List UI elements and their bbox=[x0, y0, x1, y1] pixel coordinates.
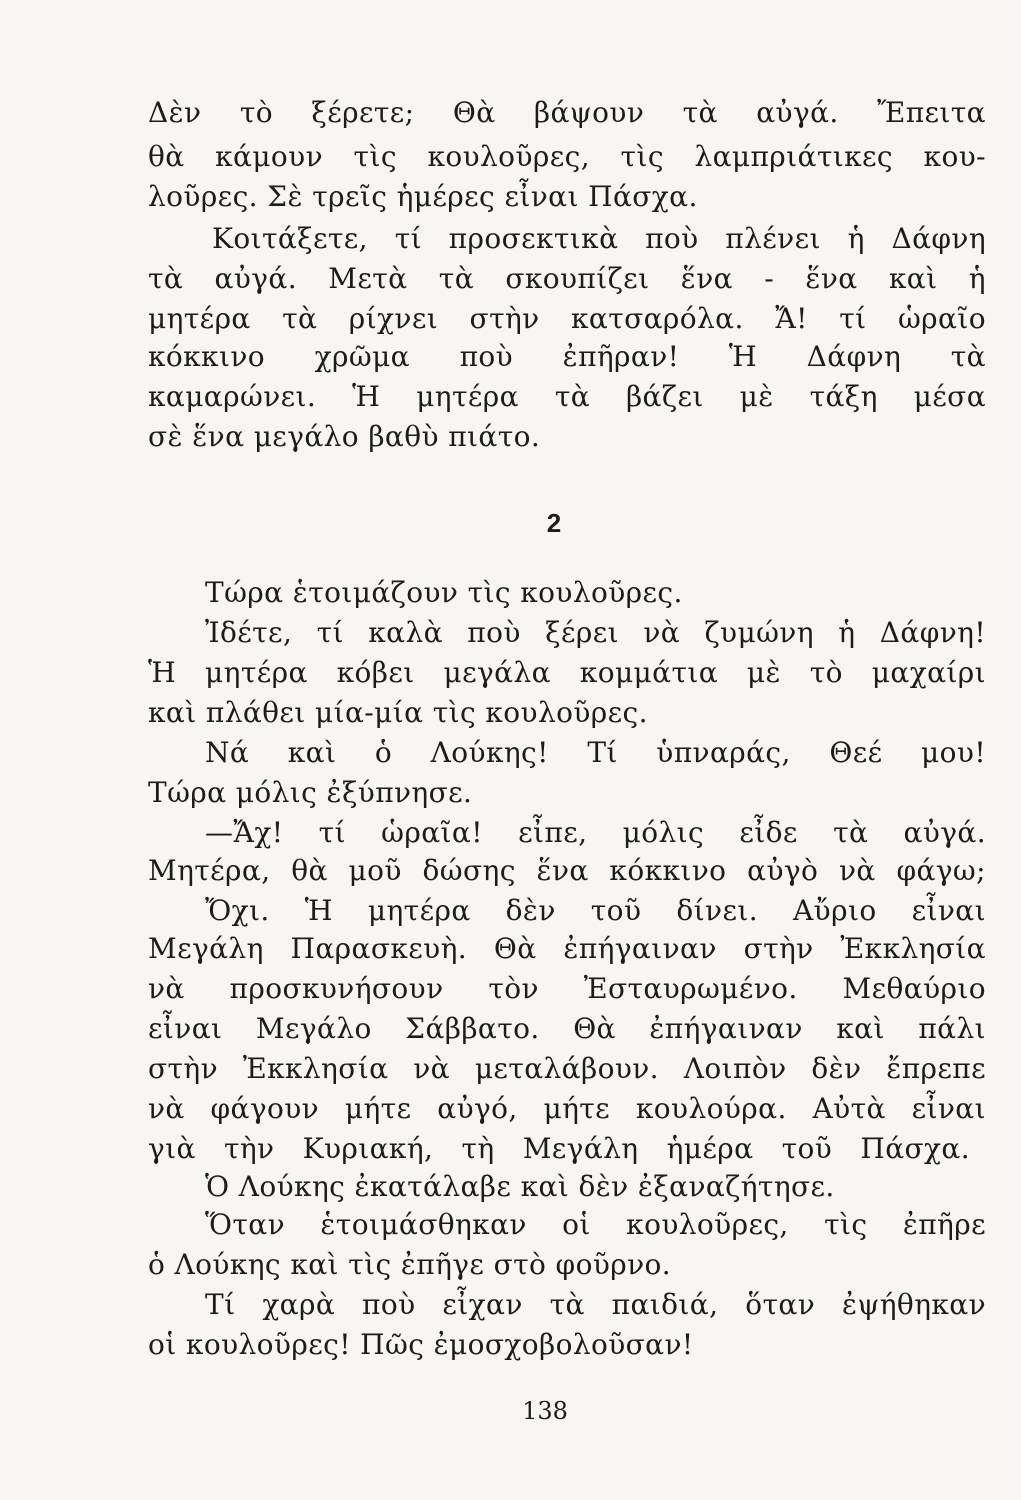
text-line: νὰ φάγουν μήτε αὐγό, μήτε κουλούρα. Αὐτὰ εἶναι bbox=[148, 1092, 986, 1125]
text-line: θὰ κάμουν τὶς κουλοῦρες, τὶς λαμπριάτικες κου- bbox=[148, 140, 986, 173]
text-line: —Ἄχ! τί ὡραῖα! εἶπε, μόλις εἶδε τὰ αὐγά. bbox=[205, 816, 986, 849]
text-line: σὲ ἕνα μεγάλο βαθὺ πιάτο. bbox=[148, 420, 541, 453]
text-line: Ἰδέτε, τί καλὰ ποὺ ξέρει νὰ ζυμώνη ἡ Δάφνη! bbox=[205, 616, 986, 649]
text-line: Τώρα ἑτοιμάζουν τὶς κουλοῦρες. bbox=[205, 576, 683, 609]
text-line: στὴν Ἐκκλησία νὰ μεταλάβουν. Λοιπὸν δὲν ἔπρεπε bbox=[148, 1052, 986, 1085]
text-line: Δὲν τὸ ξέρετε; Θὰ βάψουν τὰ αὐγά. Ἔπειτα bbox=[148, 96, 986, 129]
text-line: λοῦρες. Σὲ τρεῖς ἡμέρες εἶναι Πάσχα. bbox=[148, 180, 698, 213]
text-line: τὰ αὐγά. Μετὰ τὰ σκουπίζει ἕνα - ἕνα καὶ ἡ bbox=[148, 262, 986, 295]
text-line: μητέρα τὰ ρίχνει στὴν κατσαρόλα. Ἄ! τί ὡραῖο bbox=[148, 302, 986, 335]
text-line: Ὄχι. Ἡ μητέρα δὲν τοῦ δίνει. Αὔριο εἶναι bbox=[205, 894, 986, 927]
text-line: καμαρώνει. Ἡ μητέρα τὰ βάζει μὲ τάξη μέσα bbox=[148, 380, 986, 413]
text-line: Τί χαρὰ ποὺ εἶχαν τὰ παιδιά, ὅταν ἐψήθηκαν bbox=[205, 1288, 986, 1321]
text-line: νὰ προσκυνήσουν τὸν Ἐσταυρωμένο. Μεθαύριο bbox=[148, 972, 986, 1005]
text-line: καὶ πλάθει μία-μία τὶς κουλοῦρες. bbox=[148, 696, 648, 729]
text-line: Ἡ μητέρα κόβει μεγάλα κομμάτια μὲ τὸ μαχαίρι bbox=[148, 656, 986, 689]
text-line: Κοιτάξετε, τί προσεκτικὰ ποὺ πλένει ἡ Δάφνη bbox=[212, 222, 986, 255]
text-line: εἶναι Μεγάλο Σάββατο. Θὰ ἐπήγαιναν καὶ πάλι bbox=[148, 1012, 986, 1045]
text-line: Μητέρα, θὰ μοῦ δώσης ἕνα κόκκινο αὐγὸ νὰ φάγω; bbox=[148, 854, 986, 887]
text-line: γιὰ τὴν Κυριακή, τὴ Μεγάλη ἡμέρα τοῦ Πάσχα. bbox=[148, 1132, 970, 1165]
text-line: Νά καὶ ὁ Λούκης! Τί ὑπναράς, Θεέ μου! bbox=[205, 736, 986, 769]
text-line: Μεγάλη Παρασκευὴ. Θὰ ἐπήγαιναν στὴν Ἐκκλησία bbox=[148, 932, 986, 965]
text-line: οἱ κουλοῦρες! Πῶς ἐμοσχοβολοῦσαν! bbox=[148, 1328, 694, 1361]
text-line: ὁ Λούκης καὶ τὶς ἐπῆγε στὸ φοῦρνο. bbox=[148, 1248, 672, 1281]
page-number: 138 bbox=[522, 1397, 568, 1425]
text-line: Τώρα μόλις ἐξύπνησε. bbox=[148, 776, 473, 809]
text-line: κόκκινο χρῶμα ποὺ ἐπῆραν! Ἡ Δάφνη τὰ bbox=[148, 340, 986, 373]
text-line: Ὅταν ἑτοιμάσθηκαν οἱ κουλοῦρες, τὶς ἐπῆρε bbox=[205, 1208, 986, 1241]
text-line: Ὁ Λούκης ἐκατάλαβε καὶ δὲν ἐξαναζήτησε. bbox=[205, 1170, 835, 1203]
section-number: 2 bbox=[546, 508, 562, 538]
